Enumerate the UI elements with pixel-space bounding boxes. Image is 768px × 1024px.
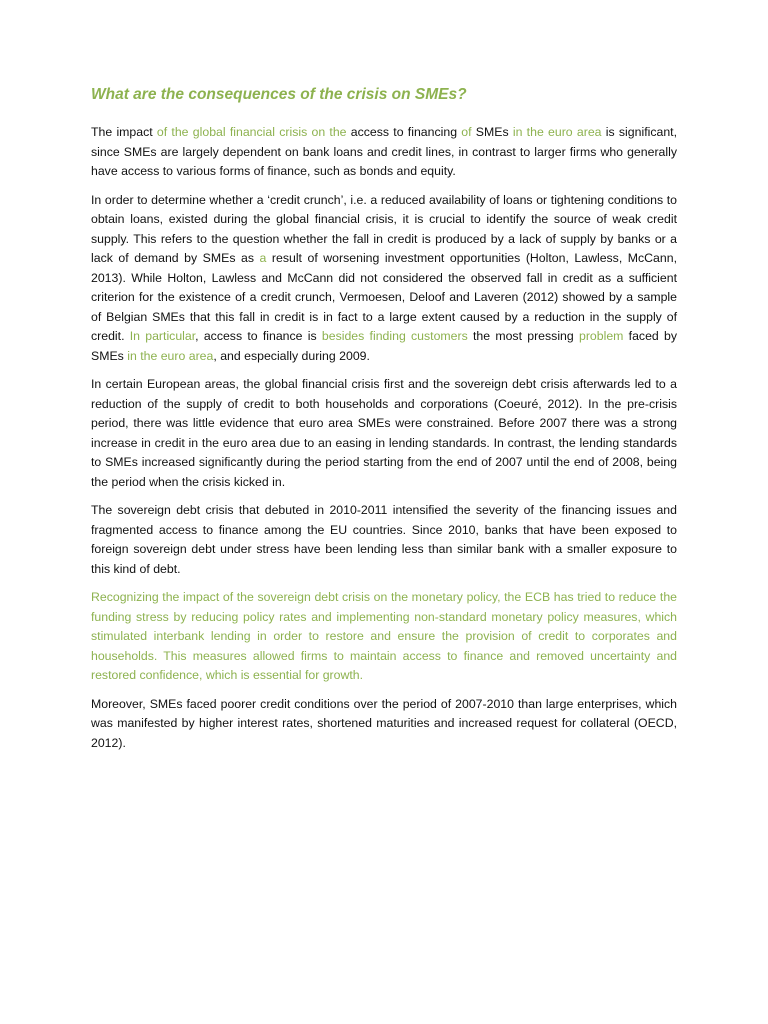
paragraph-credit-crunch xyxy=(91,191,677,367)
highlight-run: in the euro area xyxy=(127,348,214,363)
text-run: , and especially during 2009. xyxy=(213,348,370,363)
text-run: The impact xyxy=(91,125,157,139)
paragraph-european-areas: In certain European areas, the global financial crisis first and the sovereign debt crisis afterwards led to a reduction of the supply of credit to both households and corporations (Coeuré, 2012). In the pre-crisis period, there was little evidence that euro area SMEs were constrained. Before 2007 there was a strong increase in credit in the euro area due to an easing in lending standards. In contrast, the lending standards to SMEs increased significantly during the period starting from the end of 2007 until the end of 2008, being the period when the crisis kicked in. xyxy=(91,377,677,489)
paragraph-sovereign-debt: The sovereign debt crisis that debuted in 2010-2011 intensified the severity of the financing issues and fragmented access to finance among the EU countries. Since 2010, banks that have been exposed to foreign sovereign debt under stress have been lending less than similar bank with a smaller exposure to this kind of debt. xyxy=(91,503,677,576)
highlight-run: of the global financial crisis on the xyxy=(156,125,347,139)
text-run: access to financing xyxy=(346,125,462,139)
highlight-run: in the euro area xyxy=(512,125,602,139)
text-run: result of worsening investment opportunities (Holton, Lawless, McCann, 2013). While Holton, Lawless and McCann did not considered the observed fall in credit as a sufficient criterion for the existence of a credit crunch, Vermoesen, Deloof and Laveren (2012) showed by a sample of Belgian SMEs that this fall in credit is in fact to a large extent caused by a reduction in the supply of credit. xyxy=(91,251,677,343)
highlight-run: of xyxy=(461,125,472,139)
paragraph-impact xyxy=(91,123,677,182)
highlight-run: a xyxy=(259,251,267,265)
section-heading: What are the consequences of the crisis on SMEs? xyxy=(91,86,467,103)
paragraph-credit-conditions: Moreover, SMEs faced poorer credit conditions over the period of 2007-2010 than large enterprises, which was manifested by higher interest rates, shortened maturities and increased request for collateral (OECD, 2012). xyxy=(91,696,677,750)
paragraph-ecb-policy: Recognizing the impact of the sovereign debt crisis on the monetary policy, the ECB has tried to reduce the funding stress by reducing policy rates and implementing non-standard monetary policy measures, which stimulated interbank lending in order to restore and ensure the provision of credit to corporates and households. This measures allowed firms to maintain access to finance and removed uncertainty and restored confidence, which is essential for growth. xyxy=(91,590,677,682)
text-run: faced by SMEs xyxy=(91,329,677,363)
text-run: SMEs xyxy=(471,125,513,139)
document-page xyxy=(91,84,677,762)
highlight-run: problem xyxy=(578,329,624,343)
highlight-run: In particular xyxy=(129,329,196,343)
text-run: the most pressing xyxy=(467,329,579,343)
text-run: , access to finance is xyxy=(195,329,322,343)
text-run: In order to determine whether a ‘credit crunch’, i.e. a reduced availability of loans or tightening conditions to obtain loans, existed during the global financial crisis, it is crucial to identify the source of weak credit supply. This refers to the question whether the fall in credit is produced by a lack of supply by banks or a lack of demand by SMEs as xyxy=(91,192,677,265)
highlight-run: besides finding customers xyxy=(321,329,468,343)
text-run: is significant, since SMEs are largely dependent on bank loans and credit lines, in contrast to larger firms who generally have access to various forms of finance, such as bonds and equity. xyxy=(91,125,678,178)
